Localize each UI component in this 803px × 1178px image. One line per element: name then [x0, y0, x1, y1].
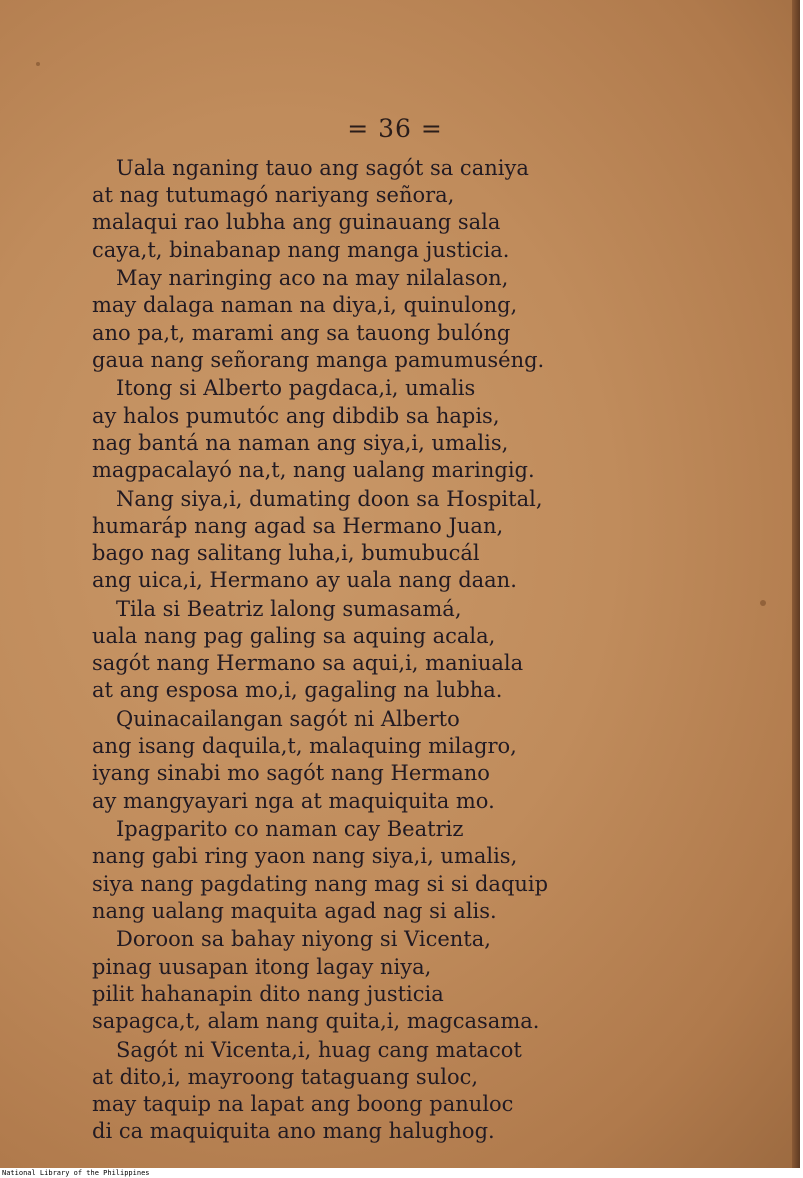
paper-speck: [760, 600, 766, 606]
verse-line: ay halos pumutóc ang dibdib sa hapis,: [92, 403, 500, 428]
verse-line: humaráp nang agad sa Hermano Juan,: [92, 513, 504, 538]
verse-line: siya nang pagdating nang mag si si daquip: [92, 871, 549, 896]
verse-line: pinag uusapan itong lagay niya,: [92, 954, 432, 979]
paper-speck: [36, 62, 40, 66]
stanza: [92, 706, 612, 815]
stanza: [92, 265, 612, 374]
verse-line: magpacalayó na,t, nang ualang maringig.: [92, 458, 535, 483]
verse-line: Sagót ni Vicenta,i, huag cang matacot: [116, 1037, 522, 1062]
verse-line: sapagca,t, alam nang quita,i, magcasama.: [92, 1009, 540, 1034]
verse-line: bago nag salitang luha,i, bumubucál: [92, 541, 480, 566]
stanza: [92, 926, 612, 1035]
verse-line: at nag tutumagó nariyang señora,: [92, 183, 455, 208]
stanza: [92, 596, 612, 705]
verse-line: Uala nganing tauo ang sagót sa caniya: [116, 156, 529, 180]
verse-line: Ipagparito co naman cay Beatriz: [116, 817, 464, 842]
poem-text: [92, 155, 612, 1147]
verse-line: at dito,i, mayroong tataguang suloc,: [92, 1064, 479, 1089]
verse-line: ang isang daquila,t, malaquing milagro,: [92, 734, 517, 759]
verse-line: nang gabi ring yaon nang siya,i, umalis,: [92, 844, 518, 869]
stanza: [92, 486, 612, 595]
verse-line: nag bantá na naman ang siya,i, umalis,: [92, 430, 509, 455]
verse-line: sagót nang Hermano sa aqui,i, maniuala: [92, 651, 524, 676]
verse-line: caya,t, binabanap nang manga justicia.: [92, 237, 510, 262]
verse-line: di ca maquiquita ano mang halughog.: [92, 1119, 495, 1144]
verse-line: nang ualang maquita agad nag si alis.: [92, 898, 497, 923]
verse-line: May naringing aco na may nilalason,: [116, 266, 509, 291]
verse-line: ay mangyayari nga at maquiquita mo.: [92, 788, 495, 813]
stanza: [92, 155, 612, 264]
verse-line: Tila si Beatriz lalong sumasamá,: [116, 596, 462, 621]
page-number: = 36 =: [347, 114, 443, 143]
verse-line: Nang siya,i, dumating doon sa Hospital,: [116, 486, 543, 511]
library-credit: National Library of the Philippines: [2, 1169, 150, 1177]
stanza: [92, 1037, 612, 1146]
verse-line: uala nang pag galing sa aquing acala,: [92, 624, 496, 649]
verse-line: ano pa,t, marami ang sa tauong bulóng: [92, 320, 511, 345]
verse-line: Quinacailangan sagót ni Alberto: [116, 707, 460, 732]
verse-line: Itong si Alberto pagdaca,i, umalis: [116, 376, 476, 401]
verse-line: gaua nang señorang manga pamumuséng.: [92, 347, 545, 372]
verse-line: may dalaga naman na diya,i, quinulong,: [92, 293, 518, 318]
verse-line: at ang esposa mo,i, gagaling na lubha.: [92, 678, 503, 703]
stanza: [92, 375, 612, 484]
verse-line: iyang sinabi mo sagót nang Hermano: [92, 761, 490, 786]
verse-line: ang uica,i, Hermano ay uala nang daan.: [92, 568, 517, 593]
stanza: [92, 816, 612, 925]
verse-line: malaqui rao lubha ang guinauang sala: [92, 210, 501, 235]
verse-line: may taquip na lapat ang boong panuloc: [92, 1092, 514, 1117]
page-edge: [792, 0, 800, 1168]
verse-line: pilit hahanapin dito nang justicia: [92, 981, 444, 1006]
verse-line: Doroon sa bahay niyong si Vicenta,: [116, 927, 491, 952]
